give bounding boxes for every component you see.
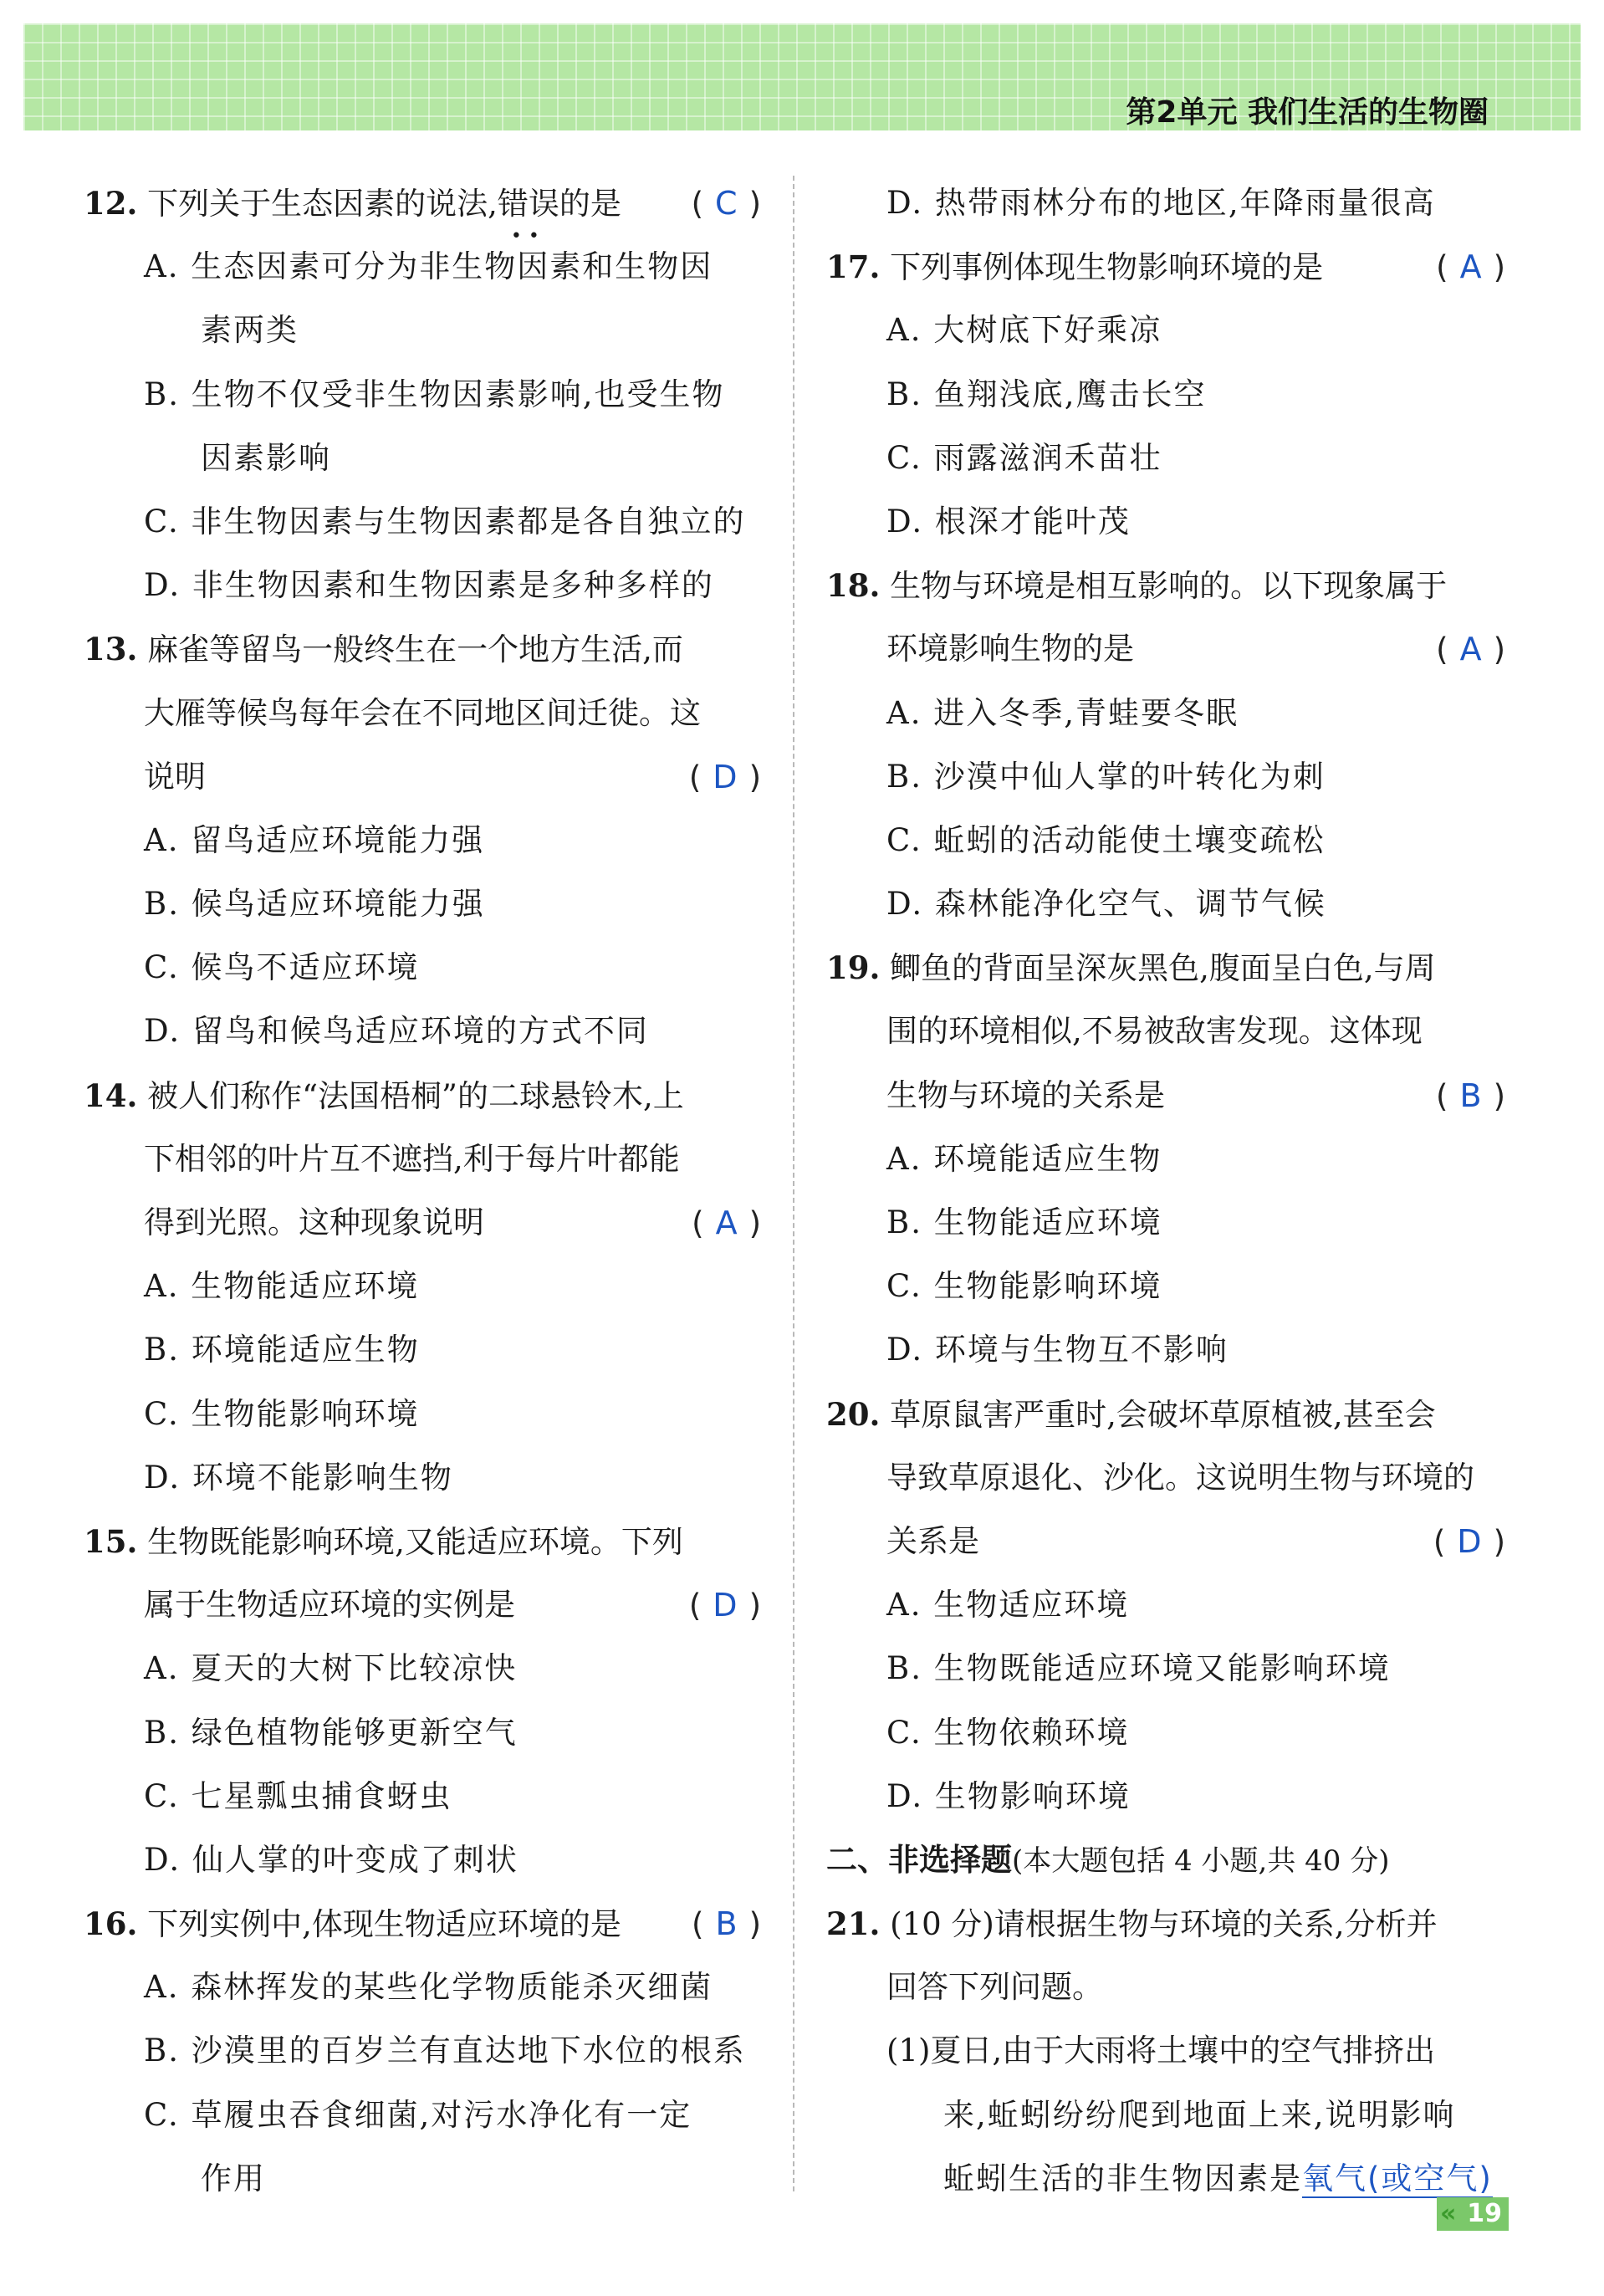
question-20-stem: 关系是 ( D )	[826, 1510, 1505, 1573]
question-13-stem: 13. 麻雀等留鸟一般终生在一个地方生活,而	[84, 631, 683, 668]
option: A. 生态因素可分为非生物因素和生物因	[144, 248, 713, 285]
option: D. 生物影响环境	[886, 1777, 1131, 1814]
question-14-stem: 下相邻的叶片互不遮挡,利于每片叶都能	[144, 1140, 680, 1177]
option: B. 绿色植物能够更新空气	[144, 1714, 518, 1751]
question-14-stem: 得到光照。这种现象说明 ( A )	[84, 1191, 761, 1255]
option: C. 非生物因素与生物因素都是各自独立的	[144, 503, 746, 539]
sub-question-1: 来,蚯蚓纷纷爬到地面上来,说明影响	[943, 2096, 1456, 2133]
option: C. 生物依赖环境	[886, 1714, 1130, 1751]
double-chevron-icon: «	[1440, 2199, 1457, 2228]
option: B. 生物既能适应环境又能影响环境	[886, 1650, 1391, 1687]
option: A. 进入冬季,青蛙要冬眠	[886, 694, 1239, 731]
question-19-stem: 生物与环境的关系是 ( B )	[826, 1064, 1505, 1128]
left-column	[84, 171, 761, 2211]
question-13-stem: 大雁等候鸟每年会在不同地区间迁徙。这	[144, 694, 701, 731]
question-17-stem: 17. 下列事例体现生物影响环境的是 ( A )	[826, 235, 1505, 299]
option: D. 留鸟和候鸟适应环境的方式不同	[144, 1013, 649, 1050]
question-13-stem: 说明 ( D )	[84, 745, 761, 809]
option: A. 生物适应环境	[886, 1587, 1130, 1624]
question-15-stem: 15. 生物既能影响环境,又能适应环境。下列	[84, 1522, 683, 1560]
option: D. 非生物因素和生物因素是多种多样的	[144, 567, 714, 604]
answer-13: ( D )	[688, 758, 761, 795]
option: D. 热带雨林分布的地区,年降雨量很高	[886, 185, 1436, 221]
option: B. 候鸟适应环境能力强	[144, 886, 485, 923]
unit-title: 第2单元 我们生活的生物圈	[1126, 95, 1489, 130]
header-banner	[23, 23, 1581, 130]
question-12-stem: 12. 下列关于生态因素的说法,错误 •• 的是 ( C )	[84, 171, 761, 235]
option: D. 环境与生物互不影响	[886, 1332, 1229, 1368]
option: B. 鱼翔浅底,鹰击长空	[886, 376, 1207, 412]
option: C. 候鸟不适应环境	[144, 949, 420, 986]
answer-16: ( B )	[692, 1905, 761, 1943]
answer-20: ( D )	[1433, 1522, 1505, 1560]
question-16-stem: 16. 下列实例中,体现生物适应环境的是 ( B )	[84, 1892, 761, 1956]
page-number: 19	[1467, 2199, 1502, 2228]
option: D. 森林能净化空气、调节气候	[886, 886, 1326, 923]
question-21-stem: 21. (10 分)请根据生物与环境的关系,分析并	[826, 1905, 1438, 1943]
section-heading: 二、非选择题(本大题包括 4 小题,共 40 分)	[826, 1841, 1390, 1878]
option: C. 七星瓢虫捕食蚜虫	[144, 1777, 452, 1814]
option: C. 蚯蚓的活动能使土壤变疏松	[886, 821, 1326, 858]
option: D. 环境不能影响生物	[144, 1459, 453, 1496]
option: B. 沙漠中仙人掌的叶转化为刺	[886, 758, 1326, 795]
option: A. 大树底下好乘凉	[886, 312, 1162, 349]
question-15-stem: 属于生物适应环境的实例是 ( D )	[84, 1573, 761, 1637]
option: A. 留鸟适应环境能力强	[144, 821, 485, 858]
page-number-badge	[1437, 2197, 1509, 2231]
question-21-stem: 回答下列问题。	[886, 1969, 1103, 2006]
right-column	[826, 171, 1505, 2211]
option-continuation: 因素影响	[201, 439, 331, 476]
question-20-stem: 20. 草原鼠害严重时,会破坏草原植被,甚至会	[826, 1395, 1436, 1433]
option: A. 森林挥发的某些化学物质能杀灭细菌	[144, 1969, 713, 2006]
answer-18: ( A )	[1436, 631, 1505, 668]
answer-17: ( A )	[1436, 248, 1505, 286]
question-18-stem: 环境影响生物的是 ( A )	[826, 617, 1505, 681]
option: B. 环境能适应生物	[144, 1332, 420, 1368]
answer-19: ( B )	[1436, 1076, 1505, 1114]
emphasized-word: 错误 ••	[497, 186, 559, 248]
option: C. 雨露滋润禾苗壮	[886, 439, 1162, 476]
answer-15: ( D )	[688, 1587, 761, 1624]
option: C. 生物能影响环境	[144, 1395, 420, 1432]
sub-question-1: 蚯蚓生活的非生物因素是氧气(或空气)	[943, 2160, 1493, 2196]
question-18-stem: 18. 生物与环境是相互影响的。以下现象属于	[826, 567, 1448, 605]
option: C. 生物能影响环境	[886, 1268, 1162, 1305]
option: A. 生物能适应环境	[144, 1268, 420, 1305]
option: D. 根深才能叶茂	[886, 503, 1131, 539]
option: A. 环境能适应生物	[886, 1140, 1162, 1177]
column-divider	[793, 176, 794, 2191]
option: B. 沙漠里的百岁兰有直达地下水位的根系	[144, 2033, 746, 2069]
question-14-stem: 14. 被人们称作“法国梧桐”的二球悬铃木,上	[84, 1076, 684, 1114]
question-19-stem: 19. 鲫鱼的背面呈深灰黑色,腹面呈白色,与周	[826, 949, 1436, 987]
question-19-stem: 围的环境相似,不易被敌害发现。这体现	[886, 1013, 1423, 1050]
option: B. 生物不仅受非生物因素影响,也受生物	[144, 376, 725, 412]
option-continuation: 作用	[201, 2160, 266, 2196]
option: D. 仙人掌的叶变成了刺状	[144, 1841, 518, 1878]
question-20-stem: 导致草原退化、沙化。这说明生物与环境的	[886, 1459, 1474, 1496]
option: B. 生物能适应环境	[886, 1204, 1162, 1240]
option: A. 夏天的大树下比较凉快	[144, 1650, 518, 1687]
answer-12: ( C )	[691, 185, 761, 222]
option-continuation: 素两类	[201, 312, 299, 349]
fill-in-answer: 氧气(或空气)	[1302, 2160, 1493, 2196]
sub-question-1: (1)夏日,由于大雨将土壤中的空气排挤出	[886, 2033, 1436, 2069]
option: C. 草履虫吞食细菌,对污水净化有一定	[144, 2096, 692, 2133]
answer-14: ( A )	[692, 1204, 761, 1241]
